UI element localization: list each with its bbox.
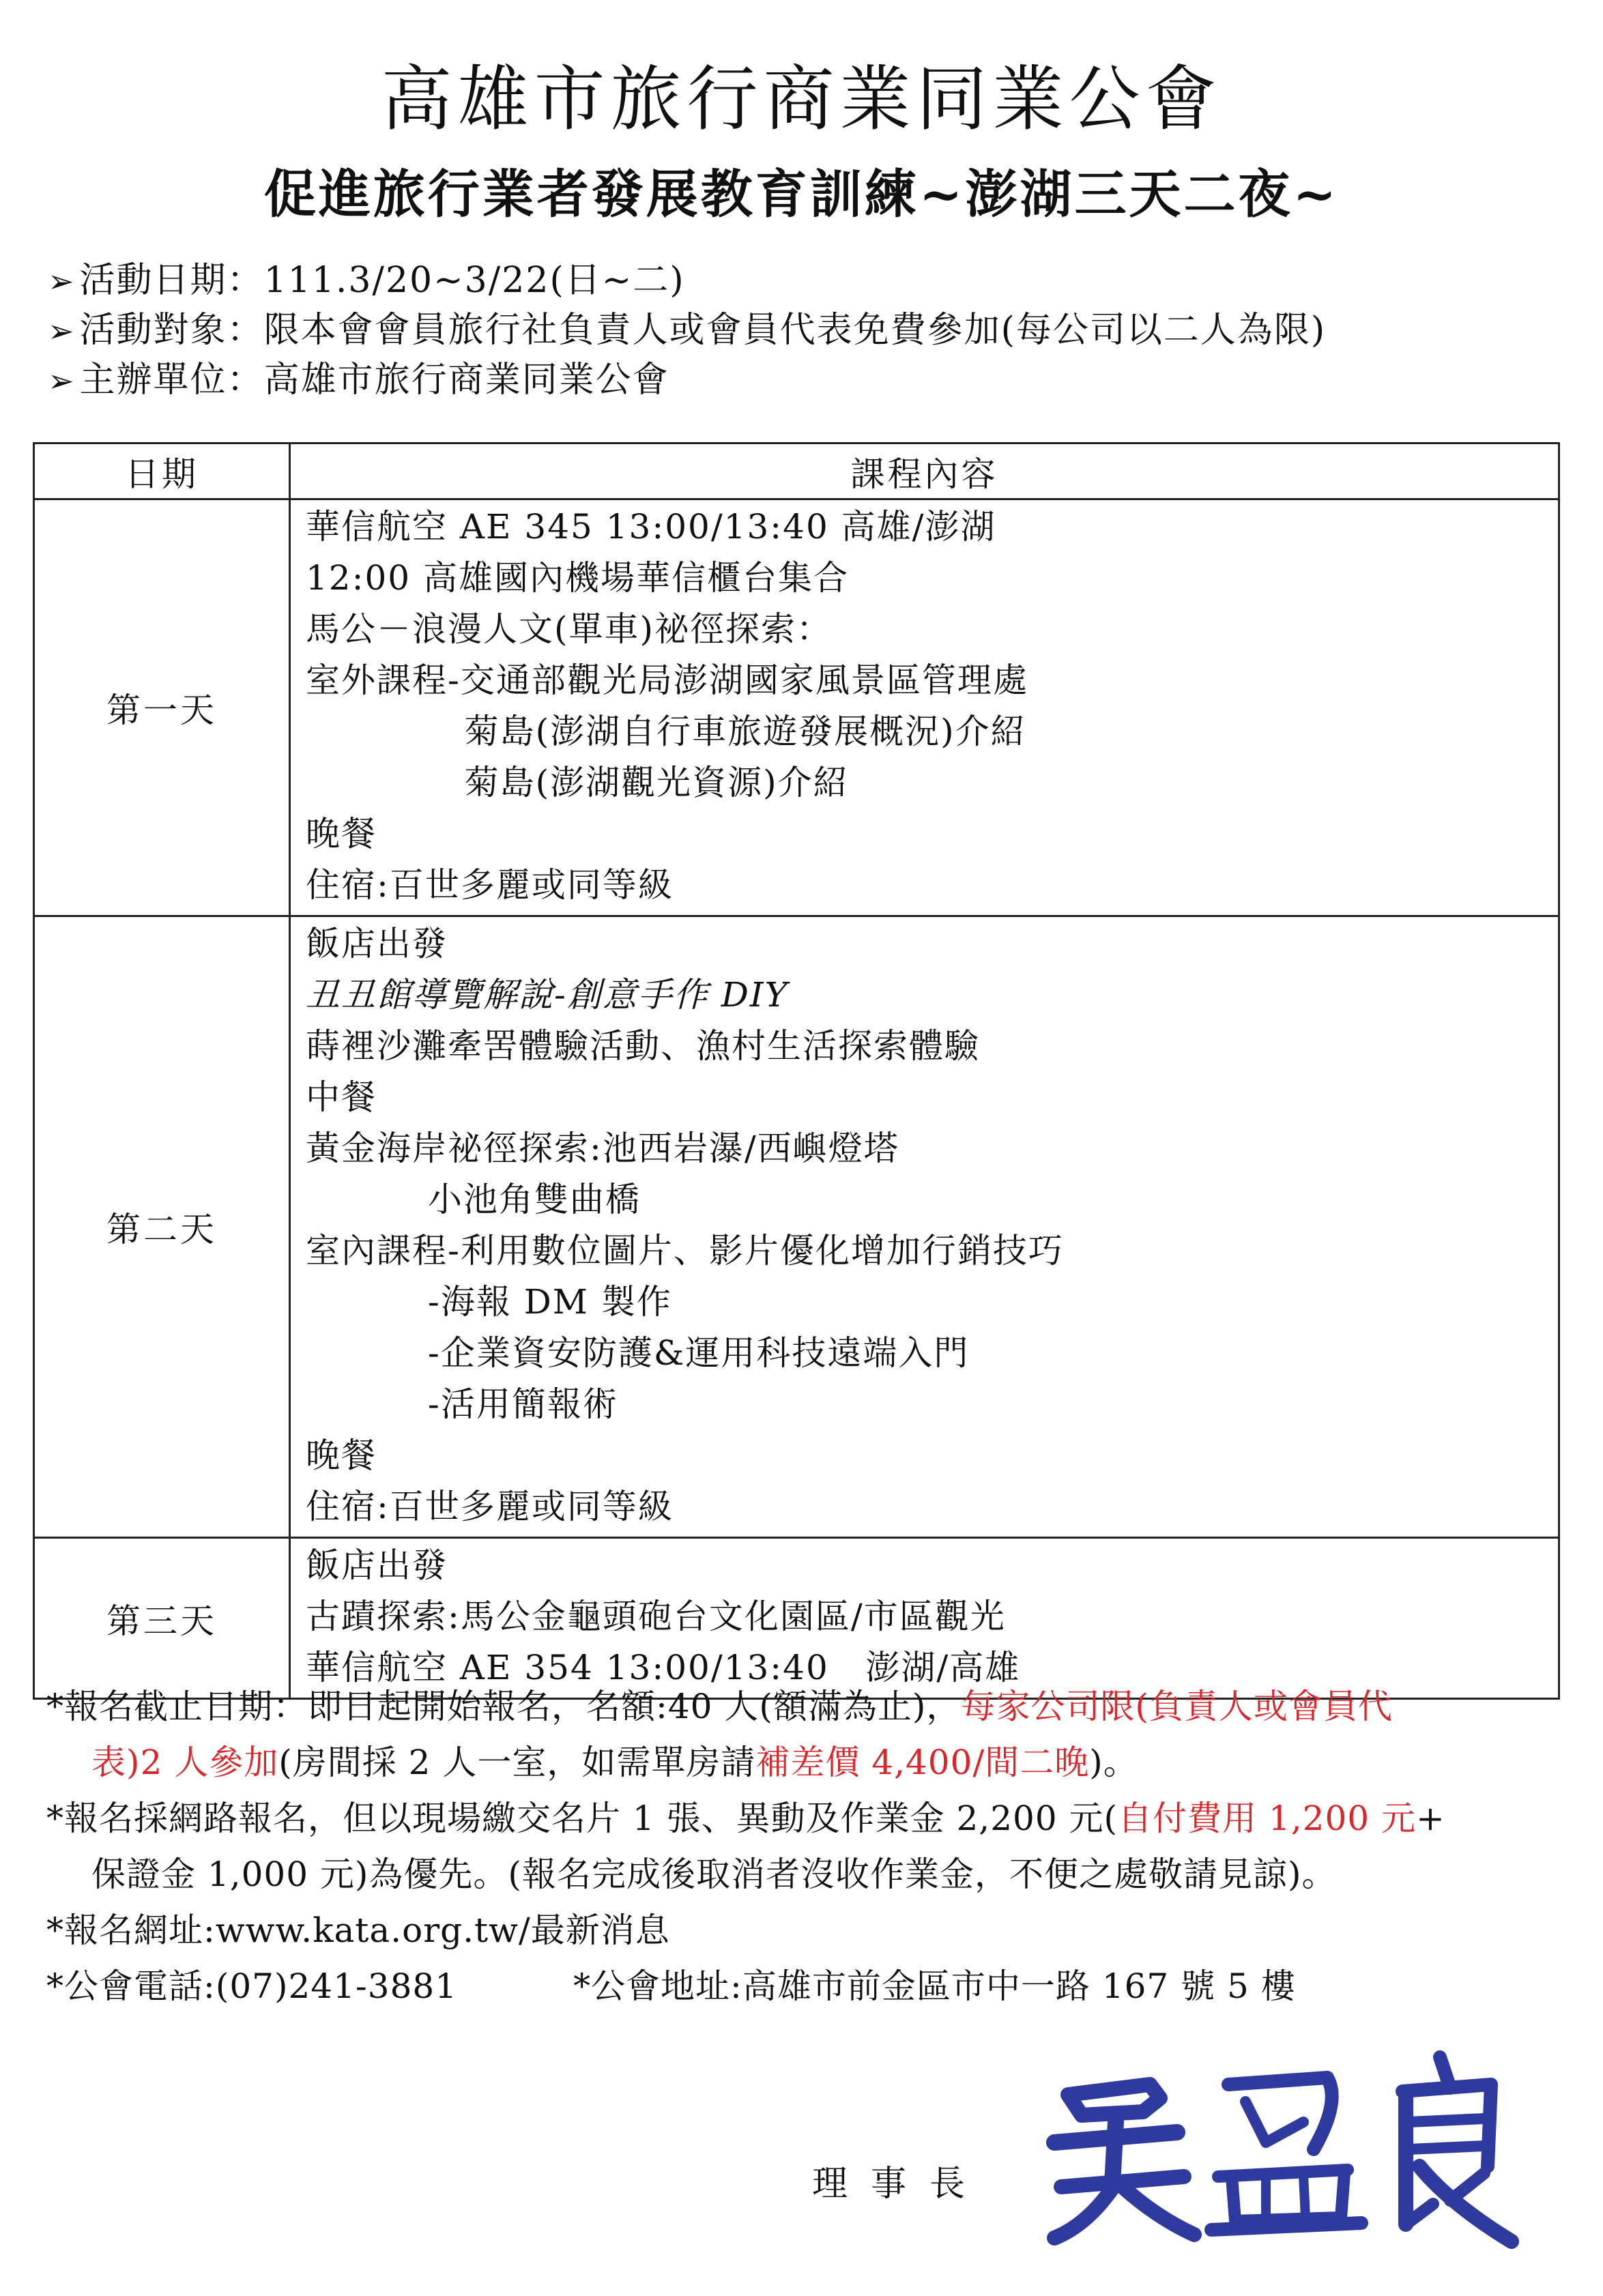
table-row [34,916,1559,1538]
schedule-line: 室內課程-利用數位圖片、影片優化增加行銷技巧 [306,1231,1064,1270]
info-organizer [48,355,1563,405]
schedule-line: 住宿:百世多麗或同等級 [306,865,674,905]
schedule-line: 室外課程-交通部觀光局澎湖國家風景區管理處 [306,660,1028,700]
schedule-line: 蒔裡沙灘牽罟體驗活動、漁村生活探索體驗 [306,1026,980,1066]
page-subtitle: 促進旅行業者發展教育訓練~澎湖三天二夜~ [263,164,1340,224]
note-contact [46,1958,1582,2014]
day-content [290,1538,1559,1699]
note-fee [46,1790,1582,1846]
schedule-line: 黃金海岸祕徑探索:池西岩瀑/西嶼燈塔 [306,1129,899,1168]
schedule-line: 12:00 高雄國內機場華信櫃台集合 [306,558,849,598]
info-audience [48,306,1563,355]
note-website: *報名網址:www.kata.org.tw/最新消息 [46,1910,670,1950]
info-label: 活動對象： [79,310,264,351]
day-content [290,499,1559,916]
note-fee-cont: 保證金 1,000 元)為優先。(報名完成後取消者沒收作業金，不便之處敬請見諒)。 [91,1855,1337,1894]
note-highlight: 表)2 人參加 [91,1743,279,1782]
day-label: 第三天 [34,1538,290,1699]
note-highlight: 自付費用 1,200 元 [1118,1799,1416,1838]
event-info [48,256,1563,405]
note-highlight: 每家公司限(負責人或會員代 [961,1687,1393,1726]
arrow-bullet-icon: ➢ [48,362,76,399]
note-text: *報名採網路報名，但以現場繳交名片 1 張、異動及作業金 2,200 元( [46,1799,1118,1838]
column-header-date: 日期 [34,444,290,499]
schedule-line: 晚餐 [306,814,377,854]
schedule-line: 中餐 [306,1077,377,1117]
phone-text: *公會電話:(07)241-3881 [46,1966,458,2006]
signature-image [1041,2047,1532,2252]
day-label: 第二天 [34,916,290,1538]
note-text: )。 [1089,1743,1138,1782]
info-value: 限本會會員旅行社負責人或會員代表免費參加(每公司以二人為限) [263,310,1327,351]
table-row [34,1538,1559,1699]
schedule-line: 飯店出發 [306,924,448,963]
schedule-line: 晚餐 [306,1436,377,1475]
schedule-line: -企業資安防護&運用科技遠端入門 [306,1333,970,1373]
address-text: *公會地址:高雄市前金區市中一路 167 號 5 樓 [573,1966,1296,2006]
column-header-content: 課程內容 [290,444,1559,499]
table-row [34,499,1559,916]
info-label: 主辦單位： [79,360,264,401]
schedule-line: 菊島(澎湖自行車旅遊發展概況)介紹 [306,712,1026,751]
note-text: + [1415,1799,1445,1838]
schedule-line: -海報 DM 製作 [306,1282,672,1322]
day-label: 第一天 [34,499,290,916]
registration-notes [46,1679,1582,2014]
info-label: 活動日期： [79,260,264,301]
note-text: (房間採 2 人一室，如需單房請 [278,1743,756,1782]
day-content [290,916,1559,1538]
schedule-line: 馬公－浪漫人文(單車)祕徑探索： [306,609,833,649]
schedule-line: 華信航空 AE 345 13:00/13:40 高雄/澎湖 [306,507,996,547]
info-value: 高雄市旅行商業同業公會 [263,360,669,401]
info-value: 111.3/20~3/22(日~二) [263,260,685,301]
schedule-line: 華信航空 AE 354 13:00/13:40 澎湖/高雄 [306,1648,1021,1687]
schedule-line: 菊島(澎湖觀光資源)介紹 [306,763,849,802]
note-text: *報名截止日期：即日起開始報名，名額:40 人(額滿為止)， [46,1687,962,1726]
schedule-line: -活用簡報術 [306,1384,618,1424]
schedule-line: 飯店出發 [306,1545,448,1585]
chairman-title: 理事長 [812,2164,989,2205]
schedule-line: 小池角雙曲橋 [306,1180,641,1219]
note-deadline [46,1679,1582,1734]
schedule-table [33,442,1560,1700]
note-deadline-cont [46,1734,1582,1790]
arrow-bullet-icon: ➢ [48,313,76,349]
arrow-bullet-icon: ➢ [48,263,76,300]
info-date [48,256,1563,306]
schedule-line: 住宿:百世多麗或同等級 [306,1487,674,1526]
schedule-line: 丑丑館導覽解說-創意手作 DIY [306,975,789,1015]
page-title: 高雄市旅行商業同業公會 [381,57,1222,141]
note-highlight: 補差價 4,400/間二晚 [755,1743,1090,1782]
schedule-line: 古蹟探索:馬公金龜頭砲台文化園區/市區觀光 [306,1597,1006,1636]
table-header-row [34,444,1559,499]
